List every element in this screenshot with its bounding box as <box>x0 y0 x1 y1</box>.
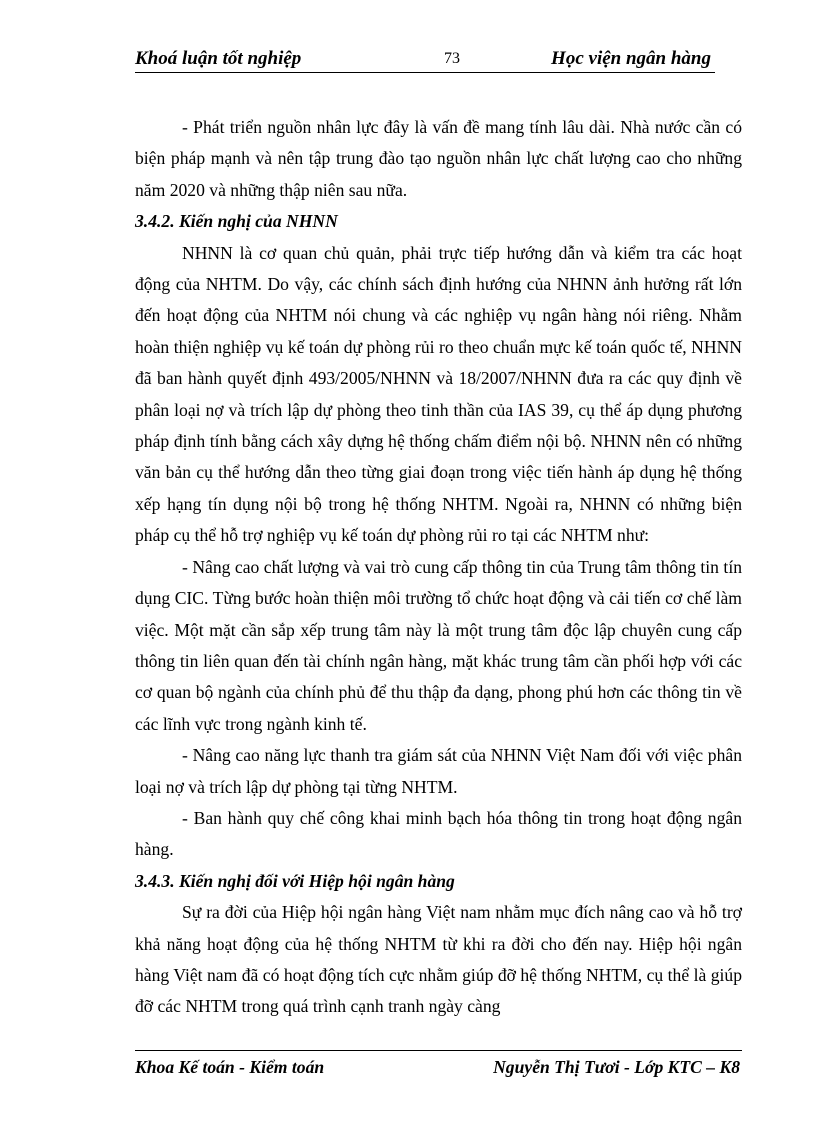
paragraph-bank-association: Sự ra đời của Hiệp hội ngân hàng Việt nam nhằm mục đích nâng cao và hỗ trợ khả năng hoạt động của hệ thống NHTM từ khi ra đời cho đến nay. Hiệp hội ngân hàng Việt nam đã có hoạt động tích cực nhằm giúp đỡ hệ thống NHTM, cụ thể là giúp đỡ các NHTM trong quá trình cạnh tranh ngày càng <box>135 902 742 1017</box>
page-body <box>135 112 742 1023</box>
paragraph-human-resources: - Phát triển nguồn nhân lực đây là vấn đề mang tính lâu dài. Nhà nước cần có biện pháp mạnh và nên tập trung đào tạo nguồn nhân lực chất lượng cao cho những năm 2020 và những thập niên sau nữa. <box>135 117 742 200</box>
footer-author: Nguyễn Thị Tươi - Lớp KTC – K8 <box>493 1057 740 1077</box>
header-institution: Học viện ngân hàng <box>551 48 711 69</box>
paragraph-transparency: - Ban hành quy chế công khai minh bạch hóa thông tin trong hoạt động ngân hàng. <box>135 807 742 860</box>
page-footer <box>135 1050 742 1081</box>
section-heading-3-4-2: 3.4.2. Kiến nghị của NHNN <box>135 211 338 232</box>
page-header <box>135 46 715 73</box>
paragraph-inspection: - Nâng cao năng lực thanh tra giám sát của NHNN Việt Nam đối với việc phân loại nợ và trích lập dự phòng tại từng NHTM. <box>135 745 742 797</box>
header-thesis-title: Khoá luận tốt nghiệp <box>135 48 302 69</box>
section-heading-3-4-3: 3.4.3. Kiến nghị đối với Hiệp hội ngân hàng <box>135 870 455 891</box>
paragraph-cic: - Nâng cao chất lượng và vai trò cung cấp thông tin của Trung tâm thông tin tín dụng CIC. Từng bước hoàn thiện môi trường tổ chức hoạt động và cải tiến cơ chế làm việc. Một mặt cần sắp xếp trung tâm này là một trung tâm độc lập chuyên cung cấp thông tin liên quan đến tài chính ngân hàng, mặt khác trung tâm cần phối hợp với các cơ quan bộ ngành của chính phủ để thu thập đa dạng, phong phú hơn các thông tin về các lĩnh vực trong ngành kinh tế. <box>135 556 742 734</box>
footer-faculty: Khoa Kế toán - Kiểm toán <box>135 1057 325 1077</box>
paragraph-nhnn-role: NHNN là cơ quan chủ quản, phải trực tiếp hướng dẫn và kiểm tra các hoạt động của NHTM. Do vậy, các chính sách định hướng của NHNN ảnh hưởng rất lớn đến hoạt động của NHTM nói chung và các nghiệp vụ ngân hàng nói riêng. Nhằm hoàn thiện nghiệp vụ kế toán dự phòng rủi ro theo chuẩn mực kế toán quốc tế, NHNN đã ban hành quyết định 493/2005/NHNN và 18/2007/NHNN đưa ra các quy định về phân loại nợ và trích lập dự phòng theo tinh thần của IAS 39, cụ thể áp dụng phương pháp định tính bằng cách xây dựng hệ thống chấm điểm nội bộ. NHNN nên có những văn bản cụ thể hướng dẫn theo từng giai đoạn trong việc tiến hành áp dụng hệ thống xếp hạng tín dụng nội bộ trong hệ thống NHTM. Ngoài ra, NHNN có những biện pháp cụ thể hỗ trợ nghiệp vụ kế toán dự phòng rủi ro tại các NHTM như: <box>135 242 742 546</box>
page-number: 73 <box>444 50 460 67</box>
